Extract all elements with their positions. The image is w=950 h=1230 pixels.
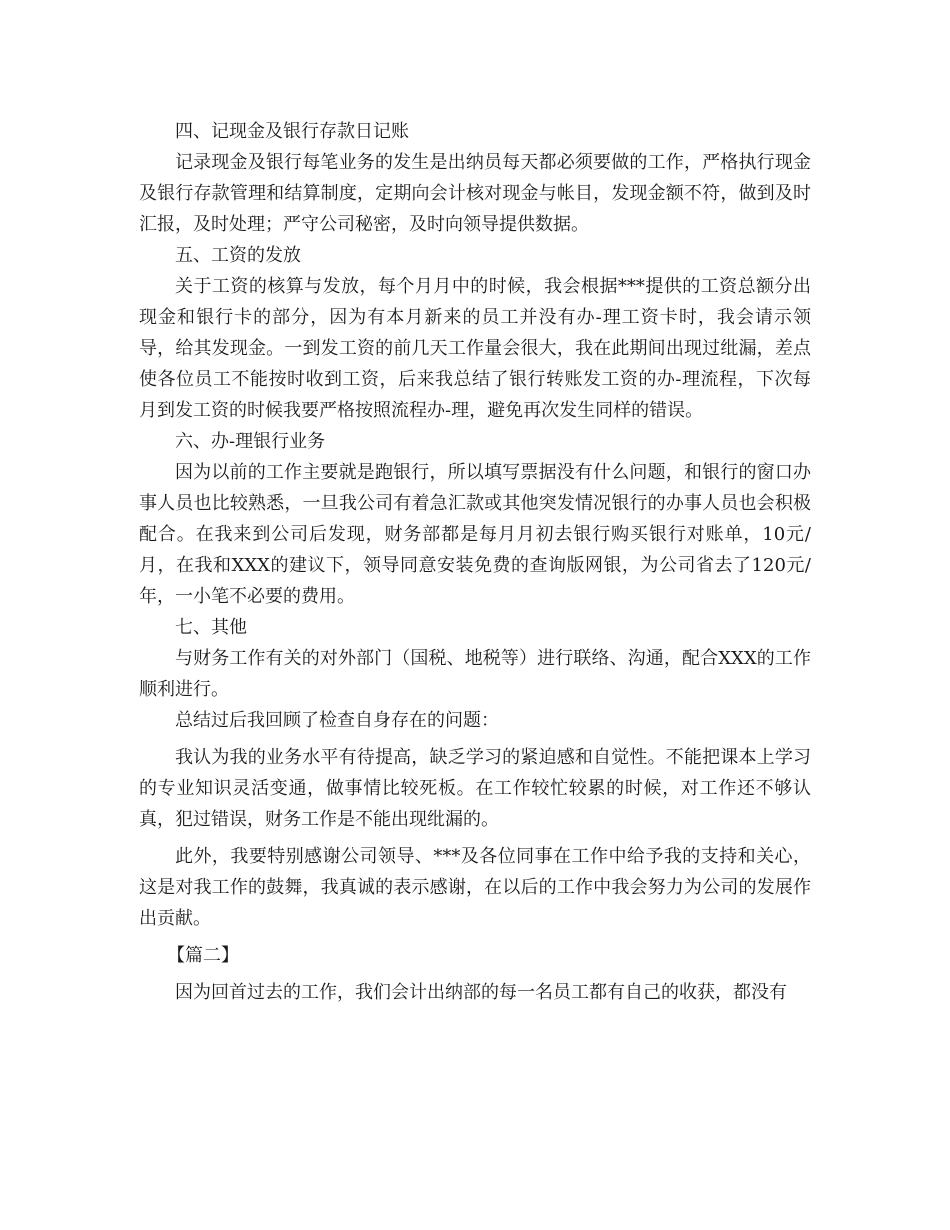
paragraph-thanks: 此外，我要特别感谢公司领导、***及各位同事在工作中给予我的支持和关心，这是对我工作的鼓舞，我真诚的表示感谢，在以后的工作中我会努力为公司的发展作出贡献。 bbox=[139, 846, 811, 929]
paragraph-review-intro: 总结过后我回顾了检查自身存在的问题： bbox=[175, 710, 499, 731]
section-heading-salary: 五、工资的发放 bbox=[175, 245, 301, 266]
paragraph-cash-journal: 记录现金及银行每笔业务的发生是出纳员每天都必须要做的工作，严格执行现金及银行存款管理和结算制度，定期向会计核对现金与帐目，发现金额不符，做到及时汇报，及时处理；严守公司秘密，及时向领导提供数据。 bbox=[139, 152, 811, 235]
section-heading-other: 七、其他 bbox=[175, 617, 247, 638]
section-heading-bank-business: 六、办-理银行业务 bbox=[175, 431, 326, 452]
paragraph-bank-business: 因为以前的工作主要就是跑银行，所以填写票据没有什么问题，和银行的窗口办事人员也比较熟悉，一旦我公司有着急汇款或其他突发情况银行的办事人员也会积极配合。在我来到公司后发现，财务部都是每月月初去银行购买银行对账单，10元/月，在我和XXX的建议下，领导同意安装免费的查询版网银，为公司省去了120元/年，一小笔不必要的费用。 bbox=[139, 462, 811, 607]
section-marker-part-two: 【篇二】 bbox=[167, 945, 239, 966]
section-heading-cash-journal: 四、记现金及银行存款日记账 bbox=[175, 121, 409, 142]
document-body bbox=[139, 116, 811, 1008]
paragraph-self-assessment: 我认为我的业务水平有待提高，缺乏学习的紧迫感和自觉性。不能把课本上学习的专业知识灵活变通，做事情比较死板。在工作较忙较累的时候，对工作还不够认真，犯过错误，财务工作是不能出现纰漏的。 bbox=[139, 747, 811, 830]
paragraph-part-two-opening: 因为回首过去的工作，我们会计出纳部的每一名员工都有自己的收获，都没有 bbox=[175, 982, 787, 1003]
paragraph-salary: 关于工资的核算与发放，每个月月中的时候，我会根据***提供的工资总额分出现金和银行卡的部分，因为有本月新来的员工并没有办-理工资卡时，我会请示领导，给其发现金。一到发工资的前几天工作量会很大，我在此期间出现过纰漏，差点使各位员工不能按时收到工资，后来我总结了银行转账发工资的办-理流程，下次每月到发工资的时候我要严格按照流程办-理，避免再次发生同样的错误。 bbox=[139, 276, 811, 421]
paragraph-other: 与财务工作有关的对外部门（国税、地税等）进行联络、沟通，配合XXX的工作顺利进行。 bbox=[139, 648, 811, 700]
